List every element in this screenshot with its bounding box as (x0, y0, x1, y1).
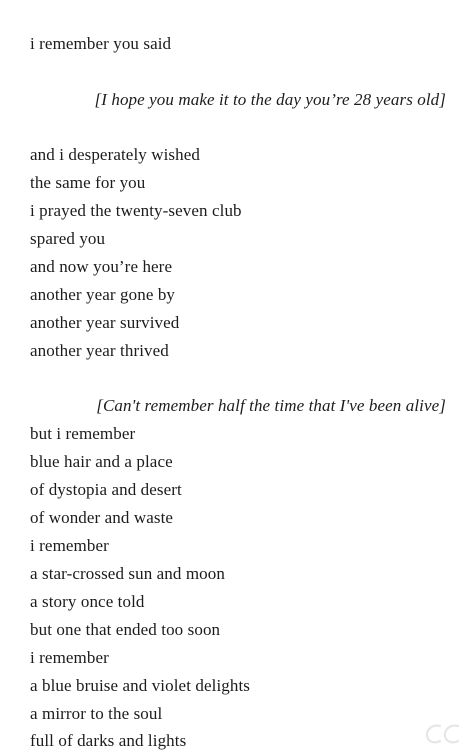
poem-line: spared you (30, 229, 106, 248)
poem-line: full of darks and lights (30, 731, 187, 750)
poem-quote-2: [Can't remember half the time that I've been alive] (96, 396, 446, 415)
poem-line-intro: i remember you said (30, 34, 172, 53)
poem-line: a star-crossed sun and moon (30, 564, 225, 583)
poem-line: the same for you (30, 173, 146, 192)
poem-line: another year gone by (30, 285, 176, 304)
poem-line: of wonder and waste (30, 508, 174, 527)
poem-line: i remember (30, 648, 109, 667)
poem-line: i prayed the twenty-seven club (30, 201, 242, 220)
poem-line: a blue bruise and violet delights (30, 676, 250, 695)
poem-line: a story once told (30, 592, 145, 611)
poem-line: of dystopia and desert (30, 480, 182, 499)
poem-line: and now you’re here (30, 257, 173, 276)
poem-line: but i remember (30, 424, 136, 443)
poem-line: another year survived (30, 313, 180, 332)
poem-line: but one that ended too soon (30, 620, 221, 639)
cc-logo-icon (422, 721, 466, 747)
poem-line: i remember (30, 536, 109, 555)
poem-line: and i desperately wished (30, 145, 200, 164)
poem-line: a mirror to the soul (30, 704, 163, 723)
poem-line: another year thrived (30, 341, 169, 360)
poem-quote-1: [I hope you make it to the day you’re 28 years old] (94, 90, 446, 109)
poem-line: blue hair and a place (30, 452, 173, 471)
